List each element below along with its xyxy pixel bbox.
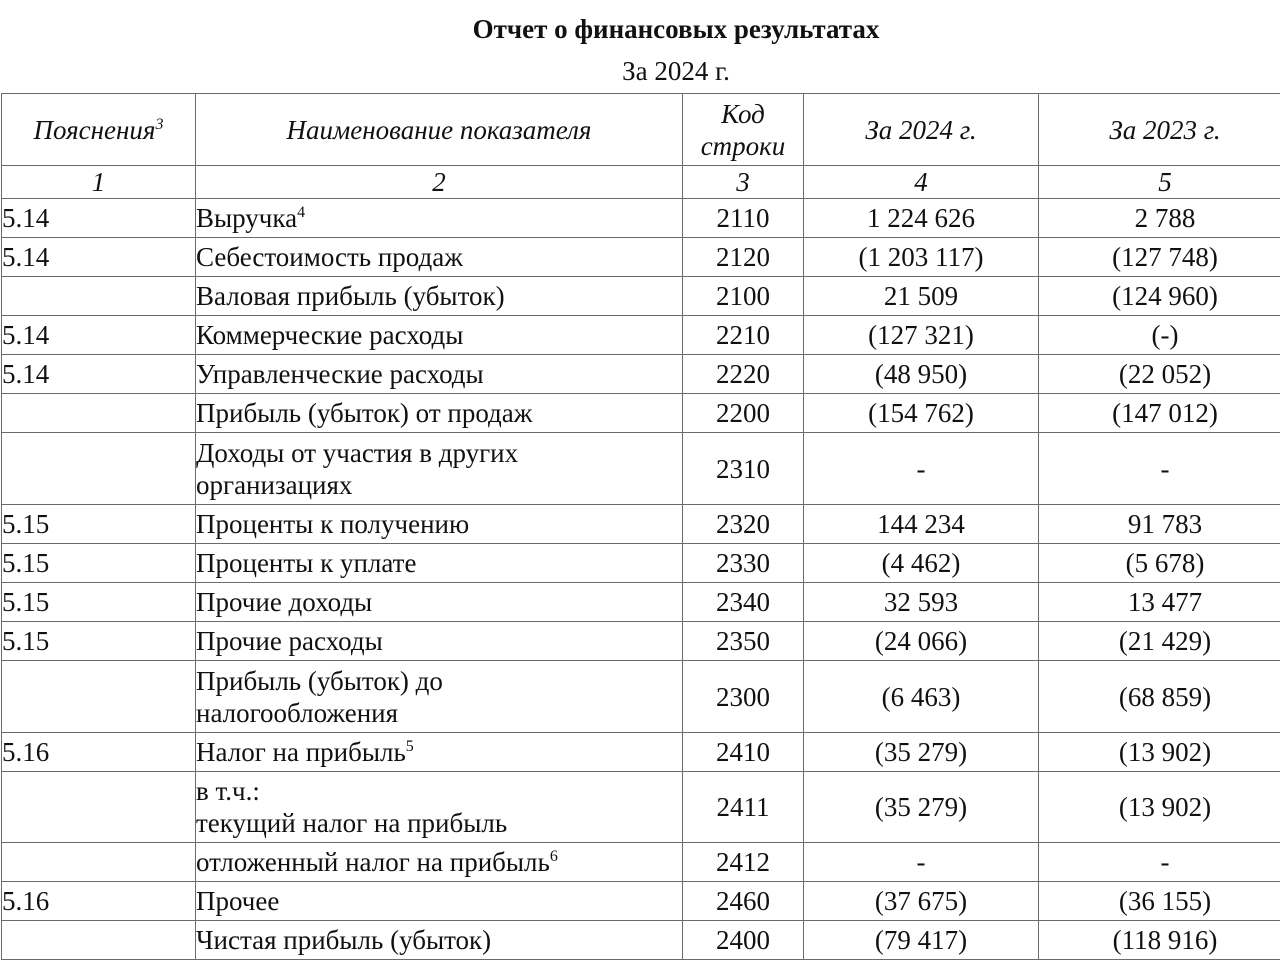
row-value-2024: (154 762) [804,394,1039,433]
row-value-2023: (21 429) [1039,622,1280,661]
footnote-4: 4 [297,204,306,221]
row-code: 2200 [683,394,804,433]
row-value-2023: 13 477 [1039,583,1280,622]
row-value-2024: (35 279) [804,772,1039,843]
row-value-2023: 2 788 [1039,199,1280,238]
row-explanation [2,661,196,733]
table-row [2,505,1280,544]
footnote-5: 5 [405,738,414,755]
row-explanation: 5.16 [2,882,196,921]
row-explanation: 5.15 [2,583,196,622]
row-value-2024: (35 279) [804,733,1039,772]
row-value-2023: (22 052) [1039,355,1280,394]
table-row [2,199,1280,238]
row-code: 2310 [683,433,804,505]
table-row [2,277,1280,316]
row-code: 2400 [683,921,804,960]
row-code: 2300 [683,661,804,733]
column-number: 4 [804,166,1039,199]
row-value-2023: 91 783 [1039,505,1280,544]
row-explanation: 5.15 [2,622,196,661]
row-code: 2320 [683,505,804,544]
header-year-2024: За 2024 г. [804,94,1039,166]
row-value-2024: 32 593 [804,583,1039,622]
row-code: 2340 [683,583,804,622]
row-indicator: в т.ч.: текущий налог на прибыль [196,772,683,843]
row-value-2024: (79 417) [804,921,1039,960]
row-indicator: Чистая прибыль (убыток) [196,921,683,960]
column-number: 5 [1039,166,1280,199]
row-explanation [2,843,196,882]
header-explanations: Пояснения$^3$ [2,94,196,166]
row-value-2024: 1 224 626 [804,199,1039,238]
report-title: Отчет о финансовых результатах [472,14,880,44]
table-header-row [2,94,1280,166]
row-value-2023: (147 012) [1039,394,1280,433]
row-indicator: Управленческие расходы [196,355,683,394]
column-number: 2 [196,166,683,199]
row-value-2023: (-) [1039,316,1280,355]
row-value-2023: - [1039,843,1280,882]
row-value-2024: (37 675) [804,882,1039,921]
table-row [2,772,1280,843]
row-value-2023: (127 748) [1039,238,1280,277]
table-row [2,843,1280,882]
row-value-2023: (124 960) [1039,277,1280,316]
table-row [2,622,1280,661]
table-row [2,544,1280,583]
row-value-2023: (36 155) [1039,882,1280,921]
header-code: Код строки [683,94,804,166]
row-indicator: Проценты к уплате [196,544,683,583]
row-value-2024: 21 509 [804,277,1039,316]
table-row [2,733,1280,772]
row-indicator: Прочие расходы [196,622,683,661]
row-explanation: 5.14 [2,238,196,277]
row-code: 2110 [683,199,804,238]
row-value-2023: (5 678) [1039,544,1280,583]
column-number: 3 [683,166,804,199]
table-row [2,433,1280,505]
row-code: 2412 [683,843,804,882]
row-value-2023: (68 859) [1039,661,1280,733]
row-explanation [2,433,196,505]
row-explanation: 5.14 [2,316,196,355]
row-indicator: Прибыль (убыток) до налогообложения [196,661,683,733]
table-row [2,661,1280,733]
row-code: 2460 [683,882,804,921]
row-code: 2100 [683,277,804,316]
row-code: 2350 [683,622,804,661]
table-row [2,394,1280,433]
row-value-2024: - [804,433,1039,505]
row-indicator: Валовая прибыль (убыток) [196,277,683,316]
row-value-2023: - [1039,433,1280,505]
row-explanation: 5.15 [2,544,196,583]
footnote-6: 6 [549,848,558,865]
row-value-2024: - [804,843,1039,882]
row-indicator: Прочие доходы [196,583,683,622]
row-value-2024: (1 203 117) [804,238,1039,277]
row-value-2024: (24 066) [804,622,1039,661]
row-indicator: Коммерческие расходы [196,316,683,355]
financial-results-table [1,93,1280,960]
row-indicator: Себестоимость продаж [196,238,683,277]
column-number-row [2,166,1280,199]
row-explanation [2,921,196,960]
table-row [2,921,1280,960]
row-code: 2330 [683,544,804,583]
row-code: 2410 [683,733,804,772]
row-code: 2411 [683,772,804,843]
row-value-2023: (13 902) [1039,772,1280,843]
header-year-2023: За 2023 г. [1039,94,1280,166]
report-period: За 2024 г. [622,56,730,86]
row-value-2024: (127 321) [804,316,1039,355]
header-indicator: Наименование показателя [196,94,683,166]
row-explanation: 5.14 [2,355,196,394]
row-code: 2220 [683,355,804,394]
footnote-3: 3 [155,115,164,133]
row-explanation: 5.16 [2,733,196,772]
row-code: 2120 [683,238,804,277]
table-row [2,238,1280,277]
row-value-2024: 144 234 [804,505,1039,544]
row-explanation: 5.14 [2,199,196,238]
table-row [2,355,1280,394]
row-indicator: Прочее [196,882,683,921]
row-indicator: Доходы от участия в других организациях [196,433,683,505]
row-value-2023: (13 902) [1039,733,1280,772]
row-code: 2210 [683,316,804,355]
row-indicator: Проценты к получению [196,505,683,544]
row-explanation [2,772,196,843]
row-value-2024: (48 950) [804,355,1039,394]
row-value-2024: (6 463) [804,661,1039,733]
row-value-2023: (118 916) [1039,921,1280,960]
table-row [2,882,1280,921]
table-row [2,583,1280,622]
row-explanation [2,394,196,433]
row-indicator: Налог на прибыль$^5$ [196,733,683,772]
row-indicator: Прибыль (убыток) от продаж [196,394,683,433]
row-indicator: отложенный налог на прибыль$^6$ [196,843,683,882]
row-explanation: 5.15 [2,505,196,544]
column-number: 1 [2,166,196,199]
row-explanation [2,277,196,316]
table-row [2,316,1280,355]
row-value-2024: (4 462) [804,544,1039,583]
row-indicator: Выручка$^4$ [196,199,683,238]
